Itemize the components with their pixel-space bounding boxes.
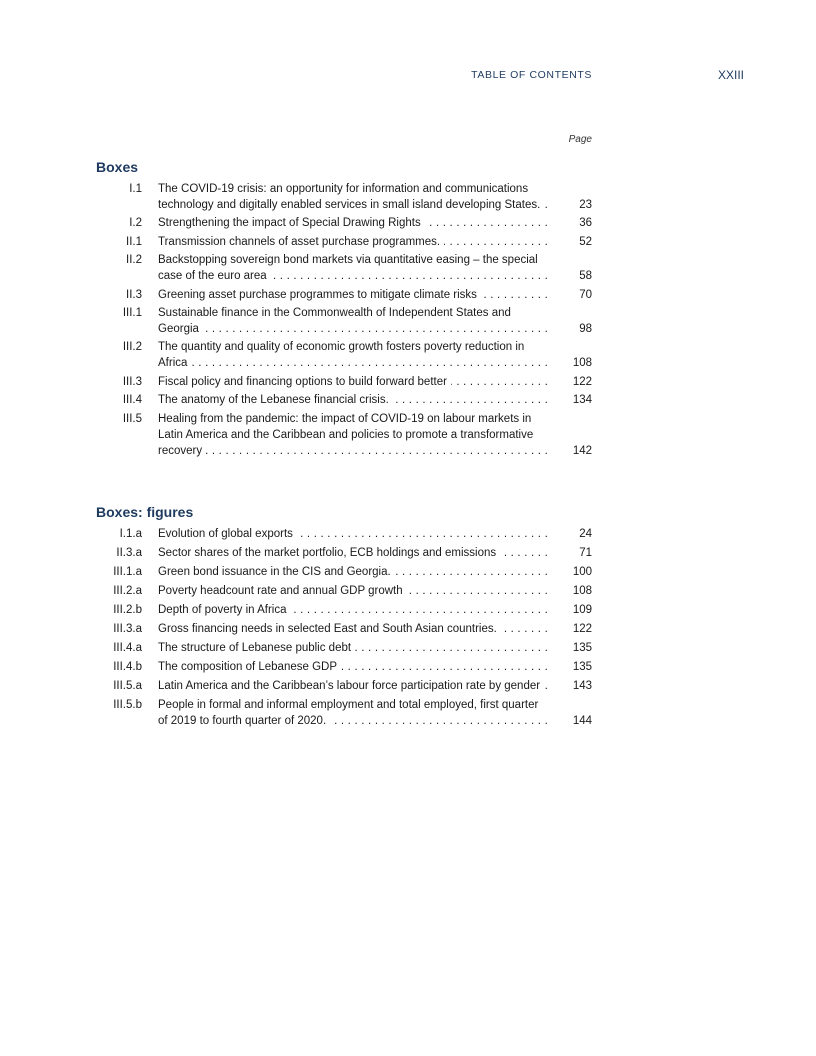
toc-entry-title: [158, 697, 548, 729]
toc-entry[interactable]: [96, 392, 592, 408]
toc-entry-title-text: Fiscal policy and financing options to build forward better: [158, 376, 451, 388]
toc-entry-title: [158, 621, 548, 637]
toc-entry-page: 108: [572, 585, 592, 597]
toc-entry-number: III.5: [122, 412, 142, 425]
toc-entry-page: 70: [579, 288, 592, 301]
toc-entry-page: 135: [572, 661, 592, 673]
toc-entry-title-text: Poverty headcount rate and annual GDP growth: [158, 585, 407, 597]
page-column-label: Page: [568, 134, 592, 145]
running-head: [0, 69, 816, 83]
toc-entry-title: [158, 215, 548, 231]
toc-entry-title-text: Green bond issuance in the CIS and Georgia.: [158, 566, 395, 578]
toc-entry-title: [158, 252, 548, 284]
toc-entry-title: [158, 392, 548, 408]
toc-entry[interactable]: [96, 215, 592, 231]
toc-entry[interactable]: [96, 678, 592, 694]
toc-entry-page: 134: [572, 394, 592, 407]
toc-entry[interactable]: [96, 181, 592, 213]
section-boxes: [96, 158, 592, 461]
toc-entry-number: I.1.a: [119, 528, 142, 540]
toc-entry-number: I.2: [129, 217, 142, 230]
toc-entry-number: III.4.a: [113, 642, 142, 654]
toc-entry-page: 100: [572, 566, 592, 578]
toc-entry-number: II.3: [126, 288, 142, 301]
toc-entry-title: [158, 545, 548, 561]
toc-entry-number: III.5.b: [113, 699, 142, 711]
toc-entry-title-text: The structure of Lebanese public debt: [158, 642, 355, 654]
toc-entry-number: I.1: [129, 183, 142, 195]
toc-entry-title-text: Healing from the pandemic: the impact of COVID-19 on labour markets in Latin America and the Caribbean and policies to promote a transformative recovery: [158, 412, 534, 457]
toc-entry[interactable]: [96, 339, 592, 371]
toc-entry-page: 58: [579, 270, 592, 283]
toc-entry-title-text: Gross financing needs in selected East and South Asian countries.: [158, 623, 501, 635]
page-folio: XXIII: [717, 68, 744, 82]
toc-entry[interactable]: [96, 252, 592, 284]
toc-entry-title-text: Latin America and the Caribbean’s labour force participation rate by gender: [158, 680, 544, 692]
section-heading: Boxes: figures: [96, 504, 194, 520]
section-boxes-figures: [96, 503, 592, 732]
section-heading: Boxes: [96, 159, 139, 175]
toc-entry-title: [158, 640, 548, 656]
toc-entry[interactable]: [96, 640, 592, 656]
toc-entry-title: [158, 659, 548, 675]
toc-entry[interactable]: [96, 526, 592, 542]
toc-entry-number: III.5.a: [113, 680, 142, 692]
toc-entry-number: III.4: [122, 394, 142, 407]
toc-entry-number: II.2: [126, 254, 142, 267]
toc-list: [96, 526, 592, 729]
toc-entry-title: [158, 234, 548, 250]
toc-entry[interactable]: [96, 583, 592, 599]
toc-entry-title: [158, 305, 548, 337]
toc-entry-number: III.3.a: [113, 623, 142, 635]
toc-entry-title-text: The composition of Lebanese GDP: [158, 661, 341, 673]
toc-list: [96, 181, 592, 459]
toc-entry-title: [158, 583, 548, 599]
toc-entry-number: III.4.b: [113, 661, 142, 673]
toc-entry-number: III.3: [122, 375, 142, 388]
toc-entry-page: 144: [572, 715, 592, 727]
toc-entry[interactable]: [96, 621, 592, 637]
toc-entry-page: 122: [572, 375, 592, 388]
toc-entry-title: [158, 339, 548, 371]
toc-entry-page: 109: [572, 604, 592, 616]
toc-entry-title-text: The COVID-19 crisis: an opportunity for information and communications technology and digitally enabled services in small island developing States.: [158, 183, 544, 211]
toc-entry-number: II.3.a: [116, 547, 142, 559]
toc-entry-title-text: Transmission channels of asset purchase programmes.: [158, 236, 444, 248]
toc-entry[interactable]: [96, 287, 592, 303]
toc-entry-title: [158, 374, 548, 390]
toc-entry-title-text: The quantity and quality of economic growth fosters poverty reduction in Africa: [158, 341, 525, 370]
toc-entry-number: III.2.a: [113, 585, 142, 597]
toc-entry-title-text: Sector shares of the market portfolio, ECB holdings and emissions: [158, 547, 500, 559]
toc-entry-title: [158, 564, 548, 580]
toc-entry-title: [158, 602, 548, 618]
running-title: TABLE OF CONTENTS: [471, 69, 592, 81]
toc-entry-page: 71: [579, 547, 592, 559]
toc-entry[interactable]: [96, 411, 592, 459]
toc-entry-number: II.1: [126, 235, 142, 248]
toc-entry-page: 23: [579, 199, 592, 211]
toc-entry[interactable]: [96, 697, 592, 729]
toc-entry[interactable]: [96, 305, 592, 337]
toc-entry-page: 135: [572, 642, 592, 654]
toc-entry-title-text: Backstopping sovereign bond markets via quantitative easing – the special case of the euro area: [158, 254, 538, 283]
toc-entry-title-text: Depth of poverty in Africa: [158, 604, 290, 616]
toc-entry-title-text: Evolution of global exports: [158, 528, 297, 540]
toc-entry[interactable]: [96, 374, 592, 390]
toc-entry-page: 36: [579, 217, 592, 230]
toc-entry-page: 142: [572, 444, 592, 457]
toc-entry[interactable]: [96, 659, 592, 675]
toc-entry-page: 108: [572, 357, 592, 370]
toc-entry[interactable]: [96, 234, 592, 250]
toc-entry-number: III.1: [122, 306, 142, 319]
toc-entry[interactable]: [96, 545, 592, 561]
toc-entry-title: [158, 678, 548, 694]
toc-entry-number: III.1.a: [113, 566, 142, 578]
toc-entry[interactable]: [96, 602, 592, 618]
toc-entry-title-text: Sustainable finance in the Commonwealth of Independent States and Georgia: [158, 306, 511, 335]
toc-entry-page: 98: [579, 322, 592, 335]
toc-entry-title-text: Greening asset purchase programmes to mitigate climate risks: [158, 289, 481, 301]
toc-entry-page: 52: [579, 235, 592, 248]
toc-entry-title: [158, 526, 548, 542]
toc-entry-title-text: The anatomy of the Lebanese financial crisis.: [158, 394, 393, 406]
toc-entry-page: 24: [579, 528, 592, 540]
toc-entry-title-text: People in formal and informal employment and total employed, first quarter of 2019 to fourth quarter of 2020.: [158, 699, 539, 727]
toc-entry-number: III.2: [122, 341, 142, 354]
toc-entry-page: 122: [572, 623, 592, 635]
toc-entry-number: III.2.b: [113, 604, 142, 616]
toc-entry-page: 143: [572, 680, 592, 692]
toc-entry-title-text: Strengthening the impact of Special Drawing Rights: [158, 217, 425, 229]
toc-entry-title: [158, 181, 548, 213]
toc-entry[interactable]: [96, 564, 592, 580]
toc-entry-title: [158, 287, 548, 303]
toc-entry-title: [158, 411, 548, 459]
